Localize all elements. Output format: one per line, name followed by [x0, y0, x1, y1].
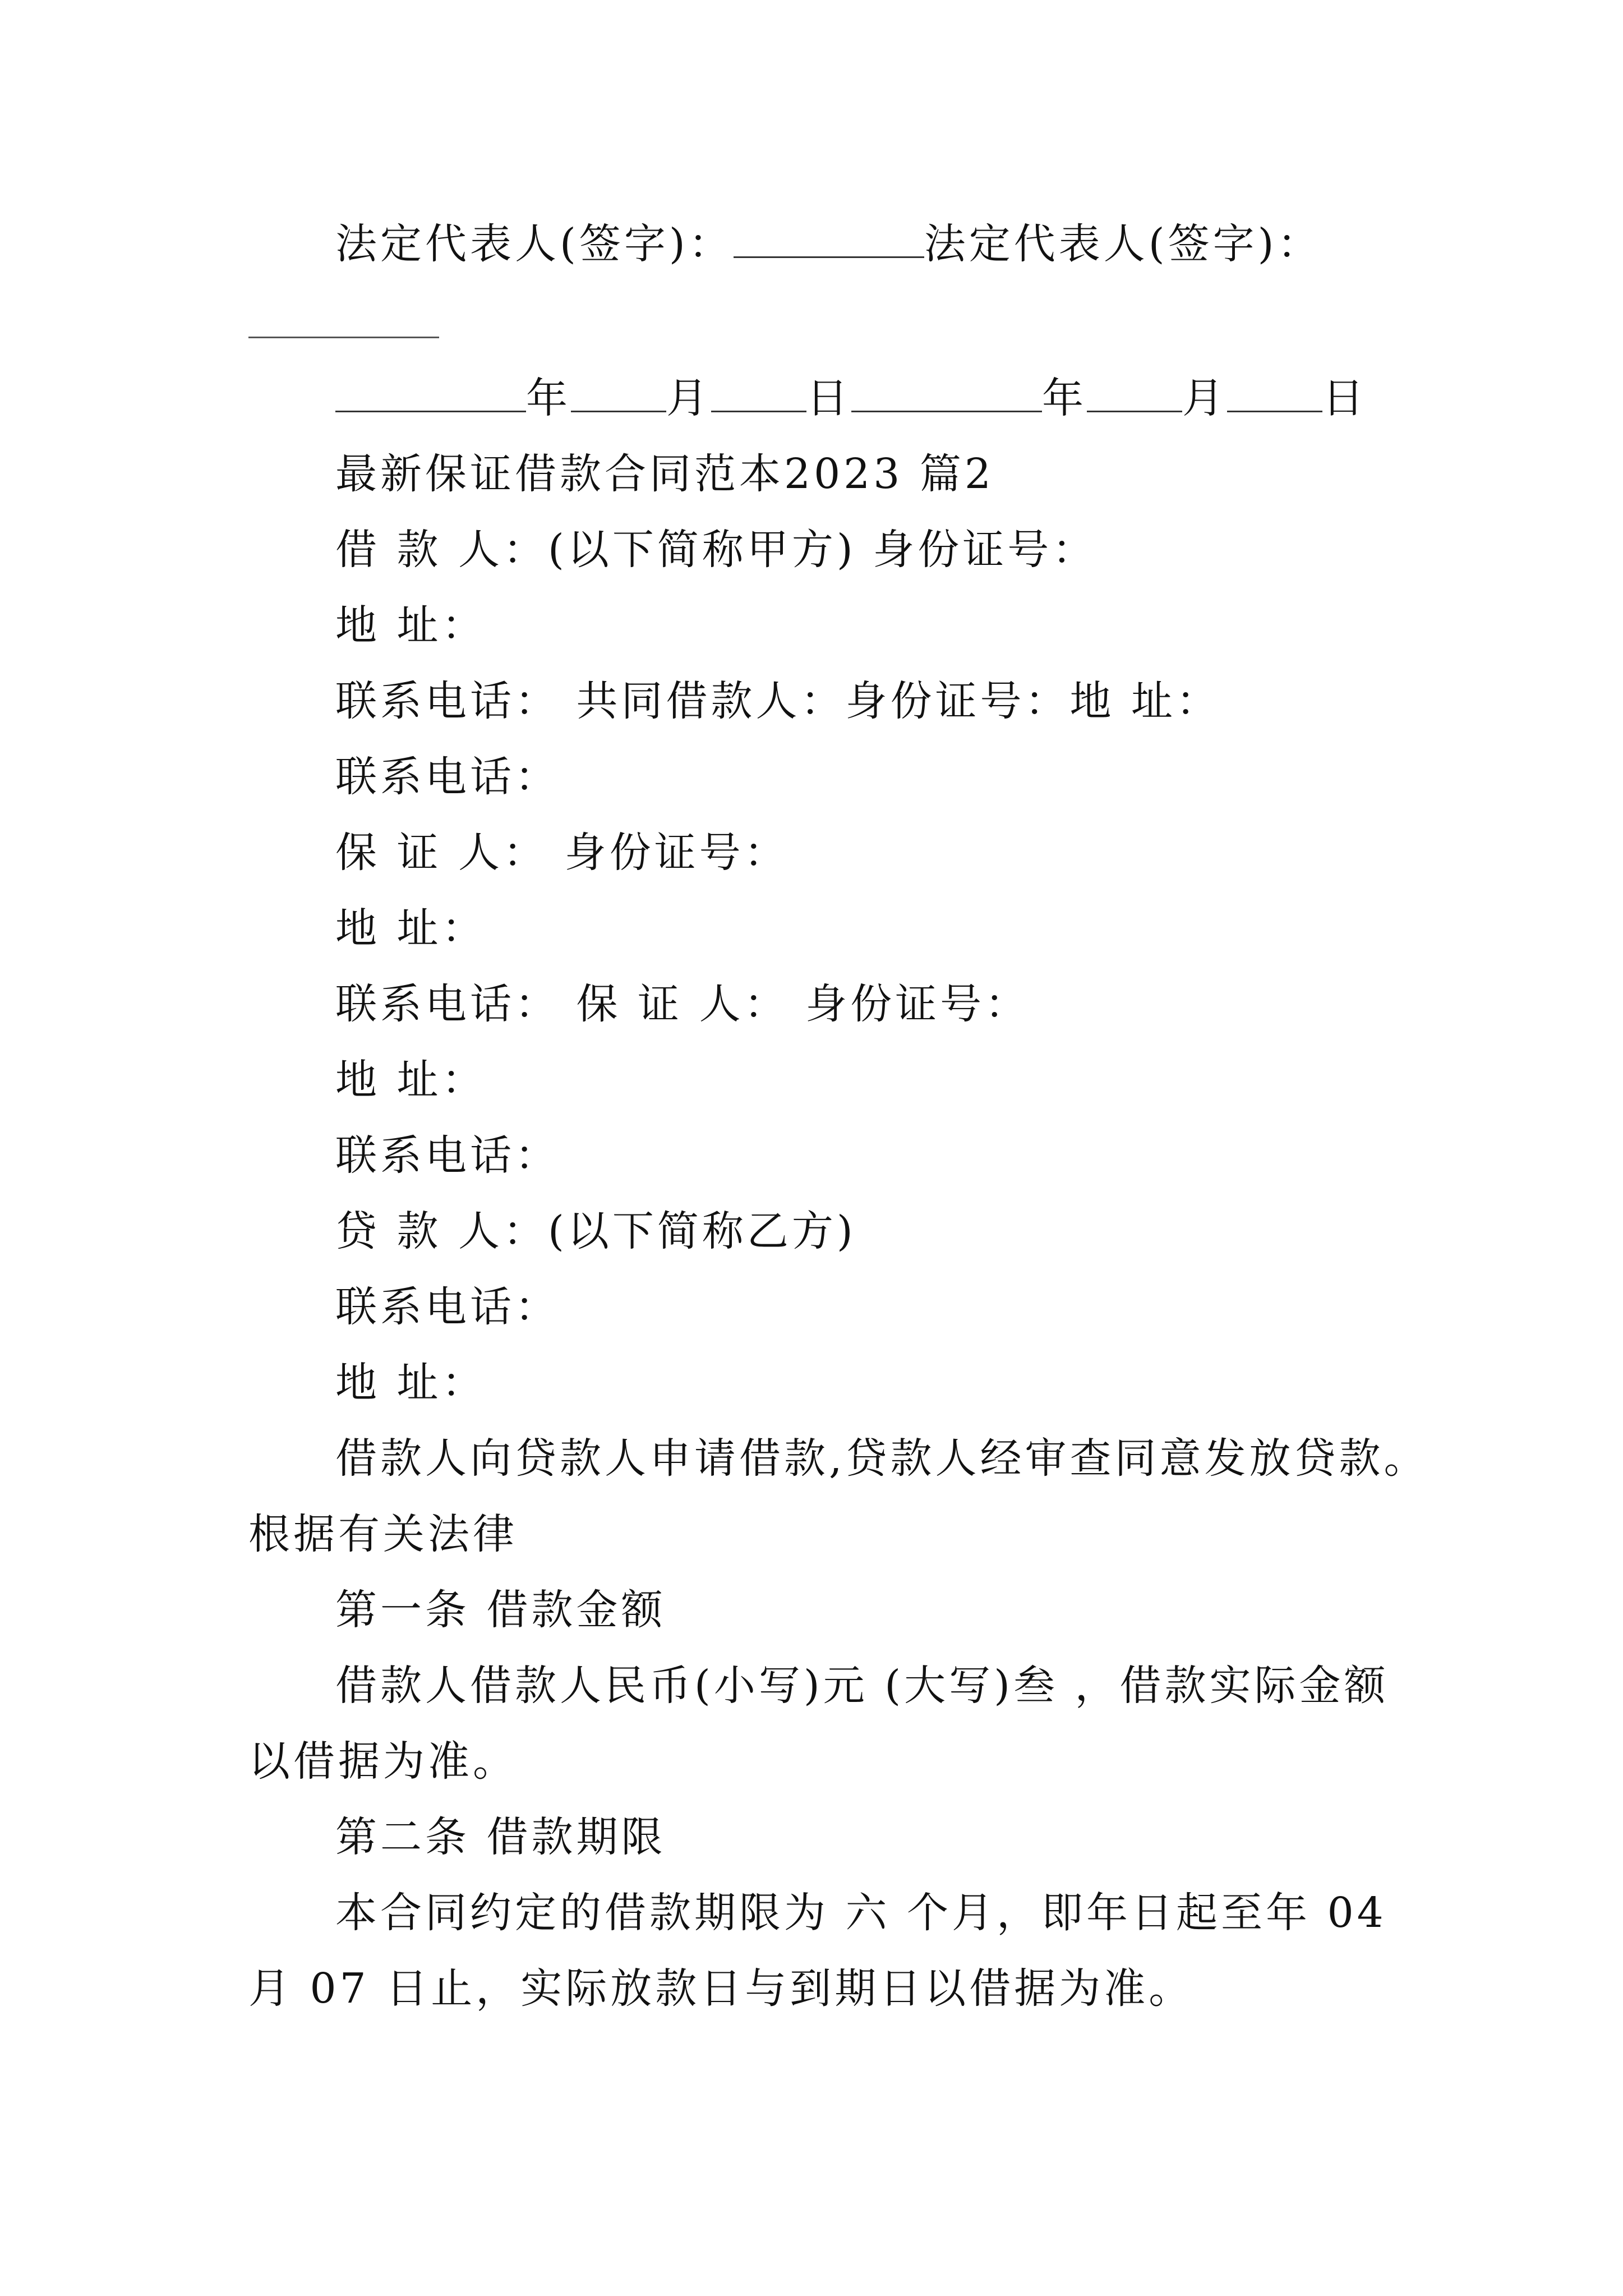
- intro-line-2: 根据有关法律: [248, 1510, 518, 1558]
- party-line: 地 址：: [335, 1359, 487, 1407]
- article-2-title: 第二条 借款期限: [335, 1813, 666, 1861]
- party-line: 联系电话： 共同借款人：身份证号：地 址：: [335, 677, 1221, 725]
- day-label-2: 日: [1322, 374, 1367, 422]
- article-2-line-2: 月 07 日止，实际放款日与到期日以借据为准。: [248, 1964, 1194, 2013]
- party-line: 地 址：: [335, 1056, 487, 1104]
- date-line: [335, 370, 1367, 426]
- year-label: 年: [526, 374, 571, 422]
- signature-blank-left: [734, 219, 924, 258]
- party-line: 联系电话： 保 证 人： 身份证号：: [335, 980, 1030, 1028]
- article-1-title: 第一条 借款金额: [335, 1586, 666, 1634]
- month-label-2: 月: [1182, 374, 1227, 422]
- party-line: 联系电话：: [335, 753, 560, 801]
- year-label-2: 年: [1042, 374, 1087, 422]
- party-line: 借 款 人：(以下简称甲方) 身份证号：: [335, 526, 1098, 574]
- article-2-line-1: 本合同约定的借款期限为 六 个月，即年日起至年 04: [335, 1889, 1387, 1937]
- party-line: 联系电话：: [335, 1283, 560, 1331]
- article-1-line-2: 以借据为准。: [248, 1737, 518, 1786]
- day-label: 日: [806, 374, 851, 422]
- day-blank: [711, 374, 806, 412]
- signature-blank-right: [248, 337, 439, 338]
- party-line: 保 证 人： 身份证号：: [335, 829, 789, 877]
- section-heading: 最新保证借款合同范本2023 篇2: [335, 450, 994, 498]
- signature-line: [335, 216, 1322, 272]
- year-blank: [335, 374, 526, 412]
- intro-line-1: 借款人向贷款人申请借款,贷款人经审查同意发放贷款。: [335, 1434, 1429, 1483]
- month-blank-2: [1087, 374, 1182, 412]
- article-1-line-1: 借款人借款人民币(小写)元 (大写)叁 ，借款实际金额: [335, 1662, 1389, 1710]
- legal-rep-label-right: 法定代表人(签字)：: [924, 220, 1322, 268]
- party-line: 贷 款 人：(以下简称乙方): [335, 1207, 856, 1255]
- day-blank-2: [1227, 374, 1322, 412]
- month-blank: [571, 374, 666, 412]
- year-blank-2: [851, 374, 1042, 412]
- party-line: 地 址：: [335, 601, 487, 650]
- party-line: 联系电话：: [335, 1131, 560, 1180]
- party-line: 地 址：: [335, 904, 487, 953]
- legal-rep-label-left: 法定代表人(签字)：: [335, 220, 734, 268]
- month-label: 月: [666, 374, 711, 422]
